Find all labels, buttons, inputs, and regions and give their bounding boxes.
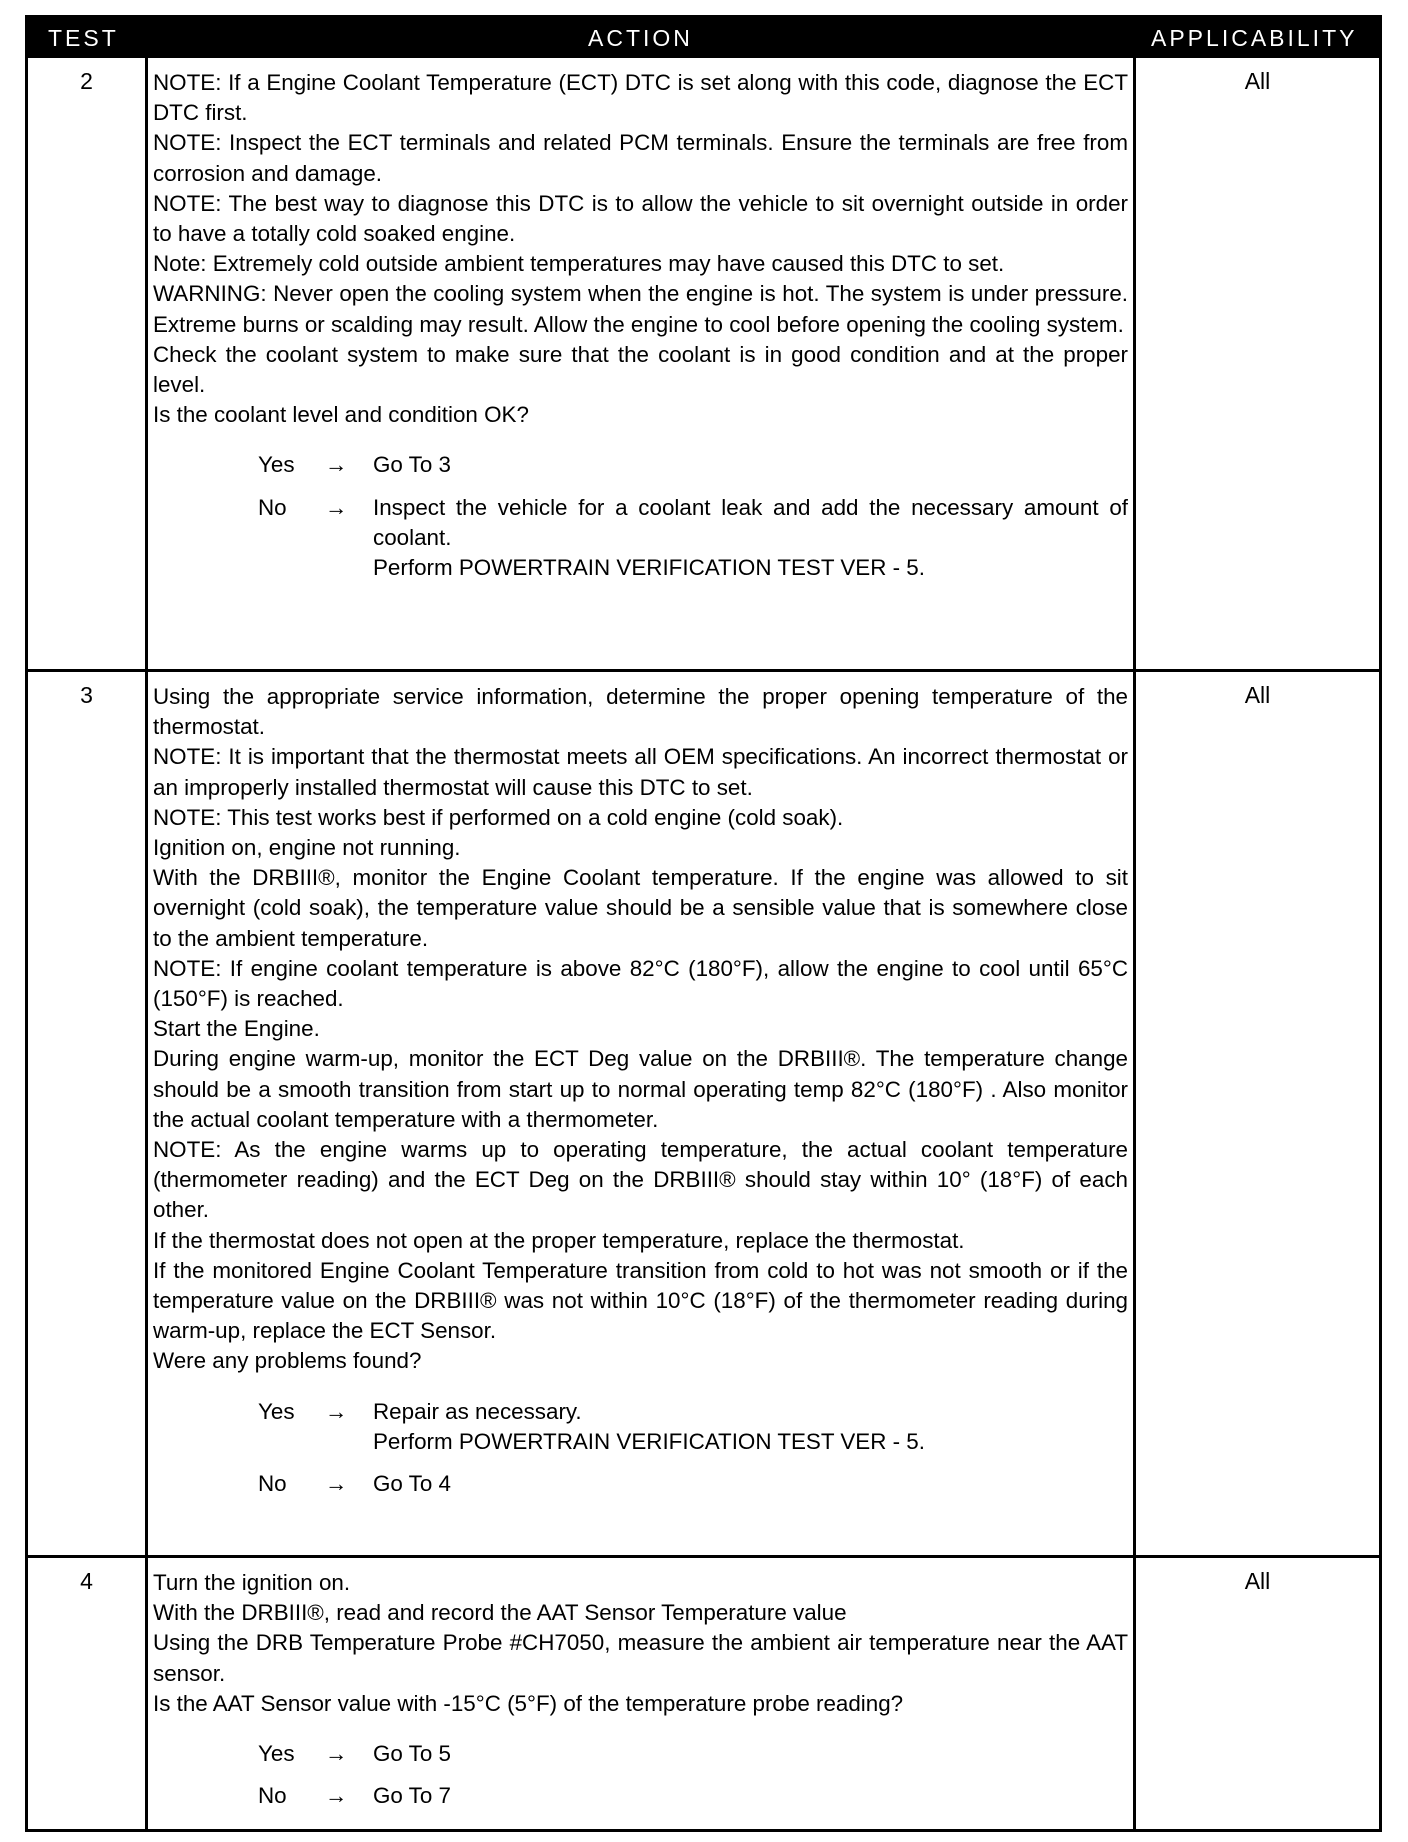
action-paragraph: If the monitored Engine Coolant Temperature transition from cold to hot was not smooth or if the temperature value on the DRBIII® was not within 10°C (18°F) of the thermometer reading during warm-up, replace the ECT Sensor. [153,1257,1128,1344]
answer-label: No [258,1471,287,1497]
arrow-icon: → [325,1741,348,1767]
action-paragraph: During engine warm-up, monitor the ECT Deg value on the DRBIII®. The temperature change should be a smooth transition from start up to normal operating temp 82°C (180°F) . Also monitor the actual coolant temperature with a thermometer. [153,1046,1128,1132]
action-question: Were any problems found? [153,1348,422,1374]
answer-line: Repair as necessary. [373,1398,582,1424]
diagnostic-table [25,15,1382,1832]
arrow-icon: → [325,494,348,520]
action-paragraph: With the DRBIII®, monitor the Engine Coolant temperature. If the engine was allowed to sit overnight (cold soak), the temperature value should be a sensible value that is somewhere close to the ambient temperature. [153,865,1128,951]
action-paragraph: NOTE: It is important that the thermostat meets all OEM specifications. An incorrect thermostat or an improperly installed thermostat will cause this DTC to set. [153,744,1128,800]
answer-yes [153,1739,1128,1769]
action-text [153,1568,1128,1811]
applicability: All [1244,68,1271,94]
answer-label: Yes [258,452,295,478]
action-paragraph: Check the coolant system to make sure that the coolant is in good condition and at the proper level. [153,341,1128,398]
answer-line: Inspect the vehicle for a coolant leak and add the necessary amount of coolant. [373,494,1128,550]
action-text [153,682,1128,1499]
header-action: ACTION [588,25,693,51]
table-header [28,18,1379,58]
answer-yes [153,450,1128,480]
answer-line: Go To 4 [373,1471,452,1497]
applicability: All [1244,682,1271,708]
action-question: Is the coolant level and condition OK? [153,402,529,428]
answer-no [153,1469,1128,1499]
action-paragraph: NOTE: The best way to diagnose this DTC is to allow the vehicle to sit overnight outside in order to have a totally cold soaked engine. [153,190,1128,247]
answer-line: Perform POWERTRAIN VERIFICATION TEST VER - 5. [373,1428,925,1454]
action-paragraph: NOTE: As the engine warms up to operating temperature, the actual coolant temperature (thermometer reading) and the ECT Deg on the DRBIII® should stay within 10° (18°F) of each other. [153,1137,1128,1223]
arrow-icon: → [325,452,348,478]
answer-label: Yes [258,1741,295,1767]
answer-line: Perform POWERTRAIN VERIFICATION TEST VER - 5. [373,555,925,581]
answer-yes [153,1397,1128,1457]
action-paragraph: Ignition on, engine not running. [153,835,461,861]
action-text [153,68,1128,583]
action-paragraph: Using the appropriate service information, determine the proper opening temperature of the thermostat. [153,684,1128,740]
arrow-icon: → [325,1398,348,1424]
answer-label: No [258,494,287,520]
action-paragraph: WARNING: Never open the cooling system when the engine is hot. The system is under pressure. Extreme burns or scalding may result. Allow the engine to cool before opening the cooling system. [153,281,1128,337]
answer-label: Yes [258,1398,295,1424]
header-test: TEST [48,25,119,51]
action-paragraph: With the DRBIII®, read and record the AAT Sensor Temperature value [153,1600,847,1626]
answer-line: Go To 5 [373,1741,452,1767]
arrow-icon: → [325,1783,348,1809]
table-row [28,1555,1379,1829]
action-paragraph: NOTE: Inspect the ECT terminals and related PCM terminals. Ensure the terminals are free from corrosion and damage. [153,130,1128,186]
action-paragraph: NOTE: If a Engine Coolant Temperature (ECT) DTC is set along with this code, diagnose the ECT DTC first. [153,70,1128,126]
answer-no [153,493,1128,584]
answer-label: No [258,1783,287,1809]
action-paragraph: Start the Engine. [153,1016,320,1042]
answer-no [153,1781,1128,1811]
action-paragraph: Using the DRB Temperature Probe #CH7050, measure the ambient air temperature near the AAT sensor. [153,1630,1128,1686]
applicability: All [1244,1568,1271,1594]
table-row [28,669,1379,1555]
test-number: 2 [80,68,93,94]
action-paragraph: Note: Extremely cold outside ambient temperatures may have caused this DTC to set. [153,251,1005,277]
action-paragraph: NOTE: This test works best if performed on a cold engine (cold soak). [153,804,844,830]
answer-line: Go To 7 [373,1783,452,1809]
action-paragraph: Turn the ignition on. [153,1570,351,1595]
action-question: Is the AAT Sensor value with -15°C (5°F) of the temperature probe reading? [153,1690,904,1716]
header-applicability: APPLICABILITY [1151,25,1358,51]
test-number: 3 [80,682,93,708]
test-number: 4 [80,1568,93,1594]
table-row [28,58,1379,669]
answer-line: Go To 3 [373,452,452,478]
action-paragraph: NOTE: If engine coolant temperature is above 82°C (180°F), allow the engine to cool until 65°C (150°F) is reached. [153,955,1128,1012]
action-paragraph: If the thermostat does not open at the proper temperature, replace the thermostat. [153,1227,965,1253]
arrow-icon: → [325,1471,348,1497]
